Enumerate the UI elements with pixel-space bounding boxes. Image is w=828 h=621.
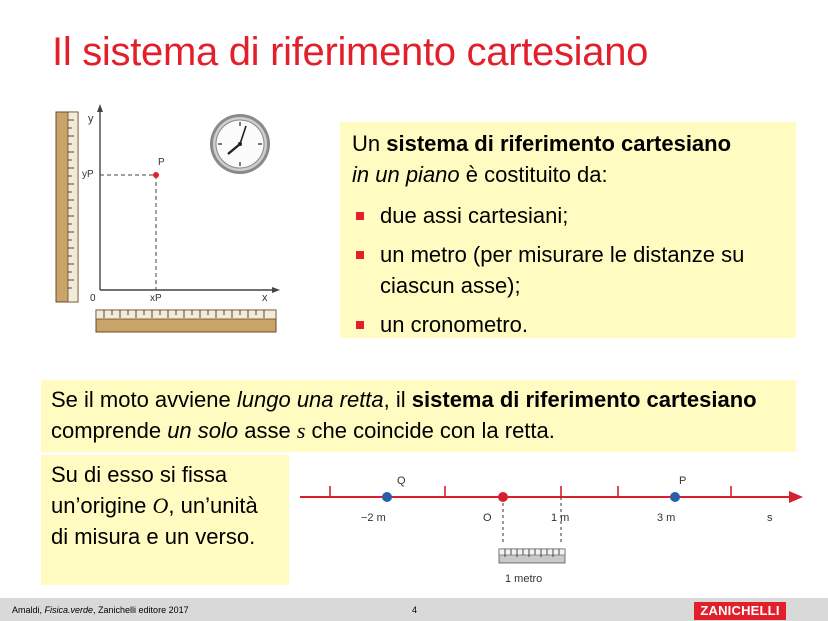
point-q-label: Q [397,475,406,487]
intro-line-1: Un sistema di riferimento cartesiano [352,131,732,156]
list-item: un cronometro. [352,309,784,340]
origin-box: Su di esso si fissa un’origine O, un’unità di misura e un verso. [41,455,289,585]
point-p-label: P [679,475,687,487]
point-p [670,492,680,502]
list-item: due assi cartesiani; [352,200,784,231]
list-item: un metro (per misurare le distanze su ciascun asse); [352,239,784,301]
x-axis-label: x [262,292,268,304]
meter-label: 1 metro [505,573,543,585]
yp-label: yP [82,169,94,180]
axis-arrow [789,491,803,503]
vertical-ruler [56,112,78,302]
origin-variable: O [152,493,169,518]
axis-variable: s [296,418,306,443]
s-axis-label: s [767,512,773,524]
horizontal-ruler [96,310,276,332]
origin-o-label: O [483,512,492,524]
xp-label: xP [150,293,162,304]
plane-definition-box [340,122,796,338]
meter-ruler [499,549,565,563]
y-axis-label: y [88,113,94,125]
line-motion-box: Se il moto avviene lungo una retta, il sistema di riferimento cartesiano comprende un solo asse s che coincide con la retta. [41,380,796,452]
footer-credit: Amaldi, Fisica.verde, Zanichelli editore 2017 [12,605,189,615]
origin-label: 0 [90,293,96,304]
point-p-label: P [158,157,165,168]
point-q [382,492,392,502]
point-p [153,172,159,178]
cartesian-plane-figure [52,100,312,340]
origin-point [498,492,508,502]
page-number: 4 [412,605,418,615]
line-axis-figure [295,465,805,590]
intro-line-2: in un piano è costituito da: [352,162,608,187]
neg-two-label: −2 m [361,512,386,524]
components-list [352,200,784,340]
slide-title: Il sistema di riferimento cartesiano [52,30,649,74]
clock-icon [210,114,270,174]
one-m-label: 1 m [551,512,570,524]
zanichelli-logo: ZANICHELLI [694,602,786,620]
three-m-label: 3 m [657,512,676,524]
